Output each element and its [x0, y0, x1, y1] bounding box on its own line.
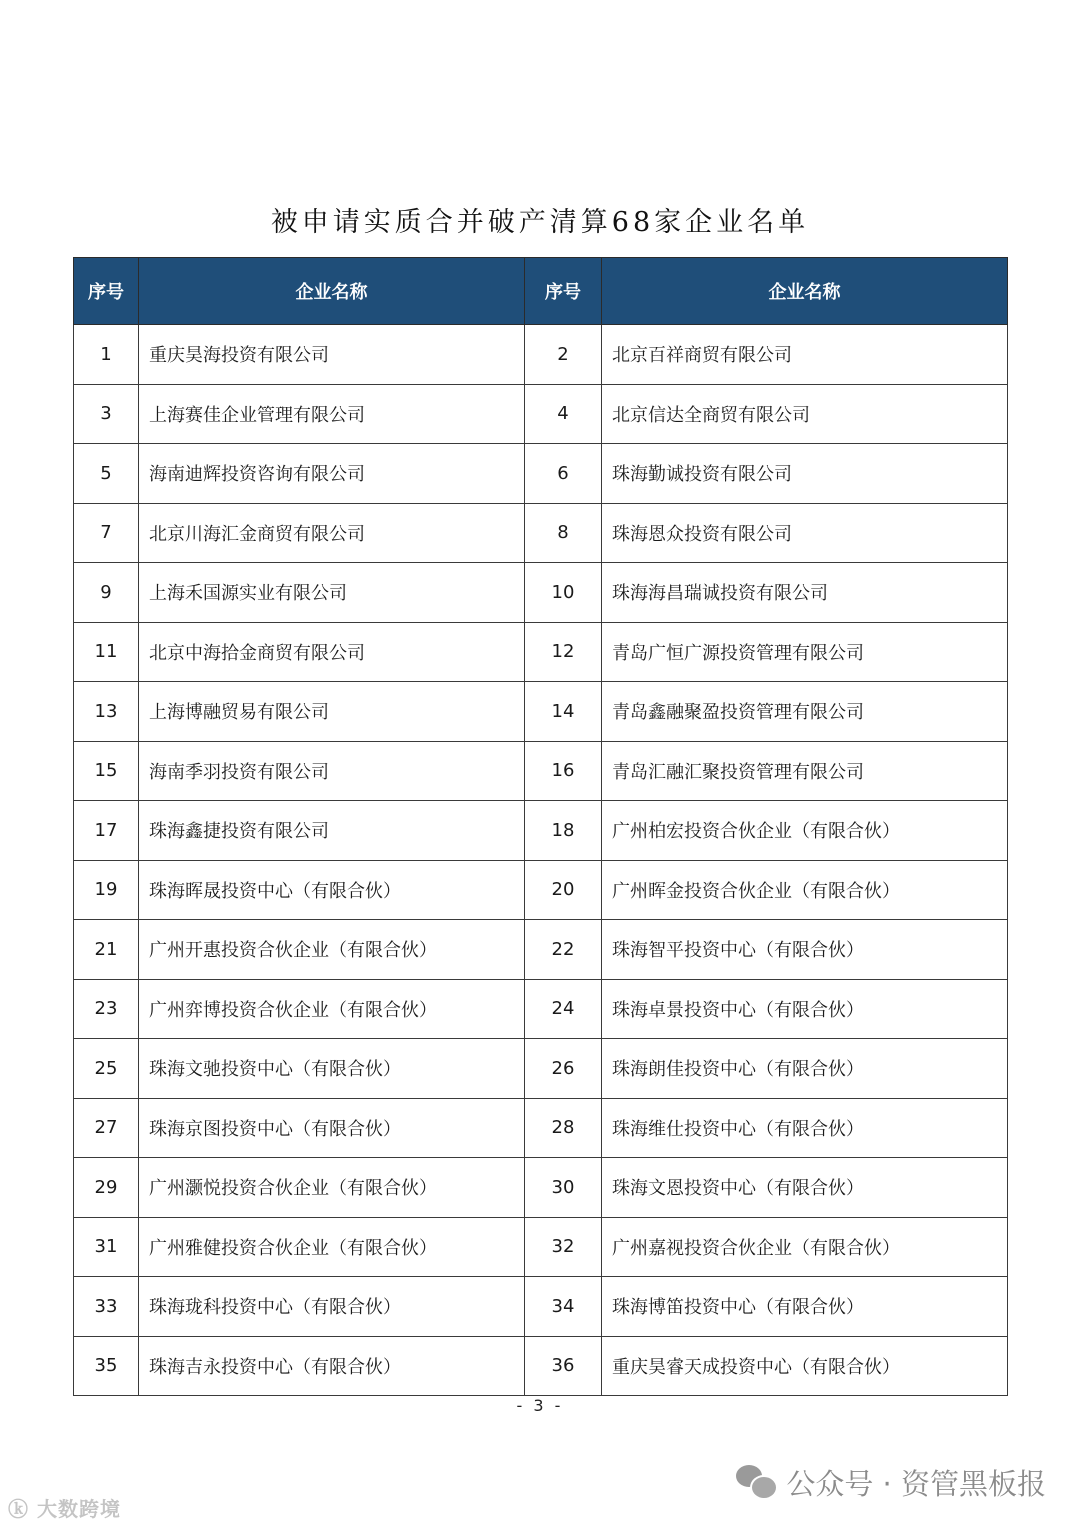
company-name: 珠海博笛投资中心（有限合伙） — [602, 1277, 1008, 1337]
company-name: 珠海勤诚投资有限公司 — [602, 444, 1008, 504]
company-index: 35 — [74, 1336, 139, 1396]
company-index: 20 — [525, 860, 602, 920]
company-name: 珠海文驰投资中心（有限合伙） — [139, 1039, 525, 1099]
company-index: 6 — [525, 444, 602, 504]
wechat-icon — [736, 1465, 778, 1501]
company-name: 珠海恩众投资有限公司 — [602, 503, 1008, 563]
company-index: 18 — [525, 801, 602, 861]
watermark-wechat-text: 公众号 · 资管黑板报 — [786, 1467, 1046, 1501]
company-index: 34 — [525, 1277, 602, 1337]
company-name: 广州柏宏投资合伙企业（有限合伙） — [602, 801, 1008, 861]
company-name: 北京百祥商贸有限公司 — [602, 325, 1008, 385]
company-index: 3 — [74, 384, 139, 444]
company-name: 海南季羽投资有限公司 — [139, 741, 525, 801]
table-row — [74, 1277, 1008, 1337]
company-name: 珠海卓景投资中心（有限合伙） — [602, 979, 1008, 1039]
company-index: 22 — [525, 920, 602, 980]
watermark-brand-text: 大数跨境 — [36, 1497, 121, 1521]
company-index: 5 — [74, 444, 139, 504]
company-index: 29 — [74, 1158, 139, 1218]
table-row — [74, 563, 1008, 623]
company-index: 23 — [74, 979, 139, 1039]
company-index: 7 — [74, 503, 139, 563]
table-row — [74, 920, 1008, 980]
company-index: 11 — [74, 622, 139, 682]
table-row — [74, 860, 1008, 920]
table-row — [74, 979, 1008, 1039]
table-row — [74, 1098, 1008, 1158]
company-name: 珠海朗佳投资中心（有限合伙） — [602, 1039, 1008, 1099]
company-name: 广州晖金投资合伙企业（有限合伙） — [602, 860, 1008, 920]
header-index-right: 序号 — [525, 258, 602, 325]
company-name: 海南迪辉投资咨询有限公司 — [139, 444, 525, 504]
company-name: 珠海维仕投资中心（有限合伙） — [602, 1098, 1008, 1158]
document-title: 被申请实质合并破产清算68家企业名单 — [270, 207, 810, 238]
company-name: 重庆昊睿天成投资中心（有限合伙） — [602, 1336, 1008, 1396]
table-row — [74, 801, 1008, 861]
table-row — [74, 1217, 1008, 1277]
company-name: 广州弈博投资合伙企业（有限合伙） — [139, 979, 525, 1039]
company-name: 青岛广恒广源投资管理有限公司 — [602, 622, 1008, 682]
table-row — [74, 384, 1008, 444]
logo-icon: ⓚ — [8, 1497, 29, 1521]
company-name: 青岛鑫融聚盈投资管理有限公司 — [602, 682, 1008, 742]
company-name: 重庆昊海投资有限公司 — [139, 325, 525, 385]
header-name-left: 企业名称 — [139, 258, 525, 325]
company-index: 36 — [525, 1336, 602, 1396]
company-name: 广州嘉视投资合伙企业（有限合伙） — [602, 1217, 1008, 1277]
company-name: 北京川海汇金商贸有限公司 — [139, 503, 525, 563]
company-name: 上海博融贸易有限公司 — [139, 682, 525, 742]
table-row — [74, 325, 1008, 385]
table-row — [74, 682, 1008, 742]
company-index: 13 — [74, 682, 139, 742]
company-name: 青岛汇融汇聚投资管理有限公司 — [602, 741, 1008, 801]
table-row — [74, 503, 1008, 563]
company-name: 上海赛佳企业管理有限公司 — [139, 384, 525, 444]
company-name: 珠海海昌瑞诚投资有限公司 — [602, 563, 1008, 623]
company-name: 珠海吉永投资中心（有限合伙） — [139, 1336, 525, 1396]
company-index: 15 — [74, 741, 139, 801]
company-index: 26 — [525, 1039, 602, 1099]
company-name: 北京信达全商贸有限公司 — [602, 384, 1008, 444]
watermark-brand — [8, 1493, 121, 1522]
company-name: 广州雅健投资合伙企业（有限合伙） — [139, 1217, 525, 1277]
table-row — [74, 622, 1008, 682]
watermark-wechat — [736, 1462, 1046, 1503]
company-index: 12 — [525, 622, 602, 682]
company-index: 17 — [74, 801, 139, 861]
header-name-right: 企业名称 — [602, 258, 1008, 325]
company-index: 21 — [74, 920, 139, 980]
company-index: 25 — [74, 1039, 139, 1099]
company-index: 33 — [74, 1277, 139, 1337]
company-index: 1 — [74, 325, 139, 385]
company-name: 上海禾国源实业有限公司 — [139, 563, 525, 623]
company-index: 32 — [525, 1217, 602, 1277]
company-name: 珠海文恩投资中心（有限合伙） — [602, 1158, 1008, 1218]
company-name: 珠海鑫捷投资有限公司 — [139, 801, 525, 861]
page-number: - 3 - — [516, 1396, 564, 1415]
company-index: 31 — [74, 1217, 139, 1277]
company-index: 30 — [525, 1158, 602, 1218]
company-index: 16 — [525, 741, 602, 801]
company-index: 27 — [74, 1098, 139, 1158]
company-index: 10 — [525, 563, 602, 623]
company-index: 4 — [525, 384, 602, 444]
company-index: 2 — [525, 325, 602, 385]
company-name: 珠海京图投资中心（有限合伙） — [139, 1098, 525, 1158]
table-row — [74, 1039, 1008, 1099]
company-name: 珠海智平投资中心（有限合伙） — [602, 920, 1008, 980]
table-row — [74, 1336, 1008, 1396]
header-index-left: 序号 — [74, 258, 139, 325]
company-index: 14 — [525, 682, 602, 742]
table-row — [74, 741, 1008, 801]
company-name: 珠海珑科投资中心（有限合伙） — [139, 1277, 525, 1337]
company-index: 9 — [74, 563, 139, 623]
company-index: 28 — [525, 1098, 602, 1158]
table-row — [74, 1158, 1008, 1218]
company-name: 广州灏悦投资合伙企业（有限合伙） — [139, 1158, 525, 1218]
table-row — [74, 444, 1008, 504]
company-name: 广州开惠投资合伙企业（有限合伙） — [139, 920, 525, 980]
company-index: 8 — [525, 503, 602, 563]
company-index: 24 — [525, 979, 602, 1039]
company-name: 珠海晖晟投资中心（有限合伙） — [139, 860, 525, 920]
table-header-row — [74, 258, 1008, 325]
company-name: 北京中海拾金商贸有限公司 — [139, 622, 525, 682]
company-index: 19 — [74, 860, 139, 920]
company-list-table — [73, 257, 1008, 1396]
